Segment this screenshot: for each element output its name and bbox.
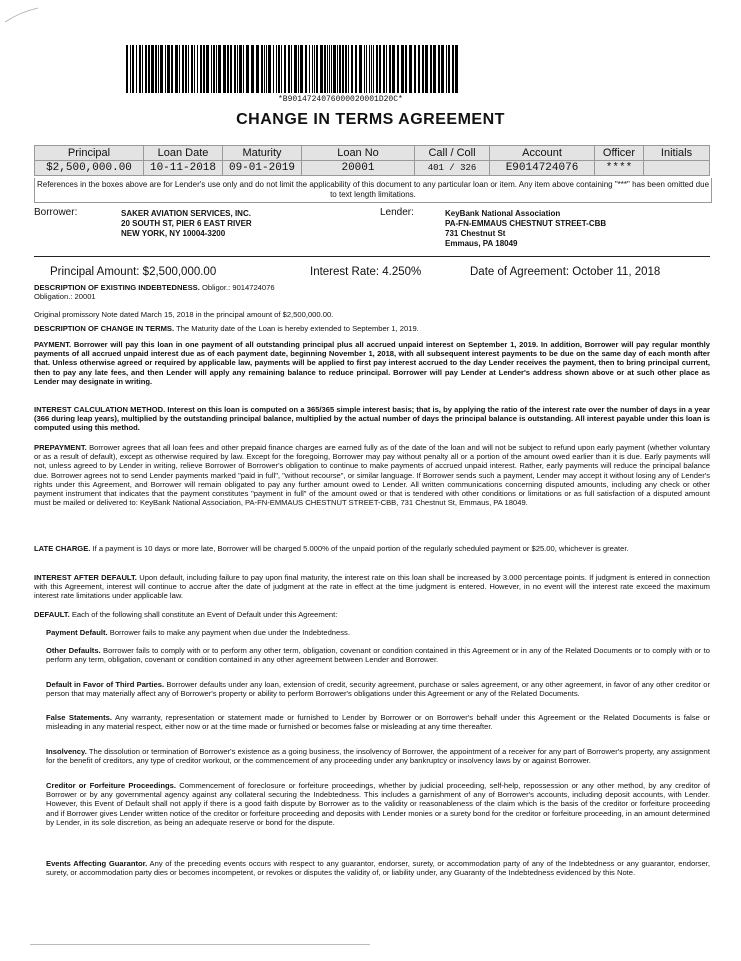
barcode-bar bbox=[392, 45, 395, 93]
corner-mark bbox=[0, 0, 60, 40]
header-initials: Initials bbox=[644, 146, 710, 161]
borrower-line: SAKER AVIATION SERVICES, INC. bbox=[121, 209, 251, 218]
barcode-bar bbox=[266, 45, 267, 93]
barcode-bar bbox=[278, 45, 280, 93]
default-section bbox=[34, 610, 710, 619]
lender-address bbox=[445, 209, 685, 249]
header-officer: Officer bbox=[595, 146, 644, 161]
barcode-bar bbox=[167, 45, 170, 93]
barcode-bar bbox=[251, 45, 254, 93]
barcode-bar bbox=[324, 45, 326, 93]
barcode-bar bbox=[243, 45, 244, 93]
barcode-bar bbox=[359, 45, 362, 93]
late-charge-section bbox=[34, 544, 710, 553]
default-body: The dissolution or termination of Borrower's existence as a going business, the insolvency of Borrower, the appointment of a receiver for any part of Borrower's property, any assignment for the benefit of creditors, any type of creditor workout, or the commencement of any proceeding under any bankruptcy or insolvency laws by or against Borrower. bbox=[46, 747, 710, 766]
barcode-bar bbox=[200, 45, 202, 93]
barcode-bar bbox=[261, 45, 263, 93]
barcode-bar bbox=[300, 45, 303, 93]
barcode-bar bbox=[355, 45, 357, 93]
interest-after-default-section bbox=[34, 573, 710, 601]
barcode-bar bbox=[433, 45, 436, 93]
barcode-bar bbox=[158, 45, 159, 93]
barcode-bar bbox=[414, 45, 416, 93]
interest-calculation-section bbox=[34, 405, 710, 433]
borrower-address bbox=[121, 209, 341, 239]
barcode-bar bbox=[418, 45, 420, 93]
barcode-bar bbox=[327, 45, 328, 93]
loan-terms-value-row bbox=[35, 161, 710, 176]
value-loan-date: 10-11-2018 bbox=[144, 161, 223, 176]
barcode-bar bbox=[239, 45, 242, 93]
barcode-bar bbox=[401, 45, 404, 93]
default-body: Borrower defaults under any loan, extension of credit, security agreement, purchase or sales agreement, or any other agreement, in favor of any other creditor or person that may materially affect any of Borrower's property or ability to perform Borrower's obligations under this Agreement or any of the Related Documents. bbox=[46, 680, 710, 699]
barcode-bar bbox=[364, 45, 365, 93]
barcode bbox=[126, 45, 461, 93]
barcode-bar bbox=[438, 45, 440, 93]
barcode-bar bbox=[425, 45, 428, 93]
obligation-line: Obligation.: 20001 bbox=[34, 292, 96, 302]
loan-terms-header-row bbox=[35, 146, 710, 161]
value-initials bbox=[644, 161, 710, 176]
barcode-bar bbox=[151, 45, 154, 93]
barcode-bar bbox=[218, 45, 221, 93]
barcode-bar bbox=[379, 45, 381, 93]
lender-line: PA-FN-EMMAUS CHESTNUT STREET-CBB bbox=[445, 219, 607, 228]
section-heading: INTEREST AFTER DEFAULT. bbox=[34, 573, 137, 582]
original-note: Original promissory Note dated March 15, 2018 in the principal amount of $2,500,000.00. bbox=[34, 310, 334, 319]
barcode-bar bbox=[316, 45, 318, 93]
barcode-bar bbox=[264, 45, 265, 93]
barcode-bar bbox=[298, 45, 299, 93]
section-body: If a payment is 10 days or more late, Borrower will be charged 5.000% of the unpaid portion of the regularly scheduled payment or $25.00, whichever is greater. bbox=[92, 544, 629, 553]
divider bbox=[34, 256, 710, 257]
value-loan-no: 20001 bbox=[302, 161, 415, 176]
value-principal: $2,500,000.00 bbox=[35, 161, 144, 176]
footer-rule bbox=[30, 944, 370, 945]
barcode-bar bbox=[373, 45, 374, 93]
section-body: Borrower agrees that all loan fees and other prepaid finance charges are earned fully as of the date of the loan and will not be subject to refund upon early payment (whether voluntary or as a result of default), except as otherwise required by law. Except for the foregoing, Borrower may pay without penalty all or a portion of the amount owed earlier than it is due. Early payments will not, unless agreed to by Lender in writing, relieve Borrower of Borrower's obligation to continue to make payments of accrued unpaid interest. Rather, early payments will reduce the principal balance due. Borrower agrees not to send Lender payments marked "paid in full", "without recourse", or similar language. If Borrower sends such a payment, Lender may accept it without losing any of Lender's rights under this Agreement, and Borrower will remain obligated to pay any further amount owed to Lender. All written communications concerning disputed amounts, including any check or other payment instrument that indicates that the payment constitutes "payment in full" of the amount owed or that is tendered with other conditions or limitations or as full satisfaction of a disputed amount must be mailed or delivered to: KeyBank National Association, PA-FN-EMMAUS CHESTNUT STREET-CBB, 731 Chestnut St, Emmaus, PA 18049. bbox=[34, 443, 710, 508]
barcode-bar bbox=[203, 45, 205, 93]
barcode-bar bbox=[331, 45, 332, 93]
default-item bbox=[46, 747, 710, 765]
default-heading: Default in Favor of Third Parties. bbox=[46, 680, 165, 689]
barcode-bar bbox=[268, 45, 271, 93]
barcode-bar bbox=[294, 45, 297, 93]
barcode-bar bbox=[234, 45, 236, 93]
barcode-bar bbox=[409, 45, 412, 93]
barcode-bar bbox=[448, 45, 450, 93]
section-heading: PREPAYMENT. bbox=[34, 443, 87, 452]
section-heading: DEFAULT. bbox=[34, 610, 70, 619]
barcode-bar bbox=[305, 45, 307, 93]
value-officer: **** bbox=[595, 161, 644, 176]
default-body: Commencement of foreclosure or forfeiture proceedings, whether by judicial proceeding, self-help, repossession or any other method, by any creditor of Borrower or by any governmental agency against any collateral securing the Indebtedness. This includes a garnishment of any of Borrower's accounts, including deposit accounts, with Lender. However, this Event of Default shall not apply if there is a good faith dispute by Borrower as to the validity or reasonableness of the claim which is the basis of the creditor or forfeiture proceeding and if Borrower gives Lender written notice of the creditor or forfeiture proceeding and deposits with Lender monies or a surety bond for the creditor or forfeiture proceeding, in an amount determined by Lender, in its sole discretion, as being an adequate reserve or bond for the dispute. bbox=[46, 781, 710, 827]
header-loan-date: Loan Date bbox=[144, 146, 223, 161]
barcode-bar bbox=[291, 45, 292, 93]
barcode-bar bbox=[314, 45, 315, 93]
borrower-label: Borrower: bbox=[34, 207, 78, 218]
section-heading: LATE CHARGE. bbox=[34, 544, 91, 553]
barcode-bar bbox=[441, 45, 444, 93]
barcode-bar bbox=[213, 45, 215, 93]
default-heading: Insolvency. bbox=[46, 747, 87, 756]
barcode-bar bbox=[136, 45, 137, 93]
barcode-bar bbox=[256, 45, 259, 93]
default-item bbox=[46, 781, 710, 827]
obligor-line: Obligor.: 9014724076 bbox=[201, 283, 275, 292]
section-heading: INTEREST CALCULATION METHOD. bbox=[34, 405, 166, 414]
barcode-bar bbox=[230, 45, 232, 93]
lender-line: Emmaus, PA 18049 bbox=[445, 239, 518, 248]
barcode-bar bbox=[376, 45, 378, 93]
existing-indebtedness bbox=[34, 283, 710, 301]
barcode-bar bbox=[345, 45, 347, 93]
barcode-bar bbox=[430, 45, 432, 93]
value-maturity: 09-01-2019 bbox=[223, 161, 302, 176]
section-body: Upon default, including failure to pay upon final maturity, the interest rate on this loan shall be increased by 3.000 percentage points. If judgment is entered in connection with this Agreement, interest will continue to accrue after the date of judgment at the rate in effect at the time judgment is entered. However, in no event will the interest rate exceed the maximum interest rate limitations under applicable law. bbox=[34, 573, 710, 601]
default-item bbox=[46, 628, 710, 637]
barcode-bar bbox=[194, 45, 195, 93]
barcode-bar bbox=[371, 45, 372, 93]
change-in-terms bbox=[34, 324, 710, 333]
barcode-bar bbox=[139, 45, 141, 93]
lender-line: 731 Chestnut St bbox=[445, 229, 506, 238]
barcode-bar bbox=[389, 45, 391, 93]
reference-note: References in the boxes above are for Lender's use only and do not limit the applicability of this document to any particular loan or item. Any item above containing "***" has been omitted due to text length limitations. bbox=[34, 178, 712, 203]
default-heading: Other Defaults. bbox=[46, 646, 101, 655]
header-account: Account bbox=[490, 146, 595, 161]
barcode-bar bbox=[309, 45, 310, 93]
barcode-text: *B9014724076000020001D20C* bbox=[278, 95, 403, 104]
barcode-bar bbox=[171, 45, 173, 93]
barcode-bar bbox=[337, 45, 338, 93]
barcode-bar bbox=[369, 45, 370, 93]
interest-rate: Interest Rate: 4.250% bbox=[310, 266, 422, 278]
lender-label: Lender: bbox=[380, 207, 414, 218]
default-heading: Payment Default. bbox=[46, 628, 108, 637]
barcode-bar bbox=[142, 45, 143, 93]
section-body: Interest on this loan is computed on a 365/365 simple interest basis; that is, by applying the ratio of the interest rate over the number of days in a year (366 during leap years), multiplied by the outstanding principal balance, multiplied by the actual number of days the principal balance is outstanding. All interest payable under this loan is computed using this method. bbox=[34, 405, 710, 433]
payment-section bbox=[34, 340, 710, 386]
barcode-bar bbox=[132, 45, 134, 93]
barcode-bar bbox=[383, 45, 385, 93]
default-heading: Creditor or Forfeiture Proceedings. bbox=[46, 781, 177, 790]
barcode-bar bbox=[422, 45, 424, 93]
barcode-bar bbox=[126, 45, 128, 93]
barcode-bar bbox=[145, 45, 147, 93]
barcode-bar bbox=[446, 45, 447, 93]
barcode-bar bbox=[281, 45, 282, 93]
barcode-bar bbox=[351, 45, 353, 93]
barcode-bar bbox=[312, 45, 313, 93]
value-account: E9014724076 bbox=[490, 161, 595, 176]
barcode-bar bbox=[227, 45, 229, 93]
barcode-bar bbox=[320, 45, 323, 93]
section-body: Borrower will pay this loan in one payment of all outstanding principal plus all accrued unpaid interest on September 1, 2019. In addition, Borrower will pay regular monthly payments of all accrued unpaid interest due as of each payment date, beginning November 1, 2018, with all subsequent interest payments to be due on the same day of each month after that. Unless otherwise agreed or required by applicable law, payments will be applied to first pay interest accrued to the day Lender receives the payment, then to bring principal current, then to pay any late fees, and then Lender will apply any remaining balance to reduce principal. Borrower will pay Lender at Lender's address shown above or at such other place as Lender may designate in writing. bbox=[34, 340, 710, 386]
header-principal: Principal bbox=[35, 146, 144, 161]
barcode-bar bbox=[179, 45, 180, 93]
barcode-bar bbox=[223, 45, 226, 93]
barcode-bar bbox=[342, 45, 344, 93]
default-item bbox=[46, 680, 710, 698]
barcode-bar bbox=[339, 45, 341, 93]
barcode-bar bbox=[211, 45, 212, 93]
loan-terms-table bbox=[34, 145, 710, 176]
barcode-bar bbox=[366, 45, 367, 93]
section-heading: DESCRIPTION OF CHANGE IN TERMS. bbox=[34, 324, 175, 333]
barcode-bar bbox=[175, 45, 178, 93]
barcode-bar bbox=[130, 45, 131, 93]
document-title: CHANGE IN TERMS AGREEMENT bbox=[236, 111, 505, 128]
prepayment-section bbox=[34, 443, 710, 507]
default-item bbox=[46, 646, 710, 664]
default-item bbox=[46, 859, 710, 877]
default-body: Any of the preceding events occurs with respect to any guarantor, endorser, surety, or accommodation party of any of the Indebtedness or any guarantor, endorser, surety, or accommodation party dies or becomes incompetent, or revokes or disputes the validity of, or liability under, any Guaranty of the Indebtedness evidenced by this Note. bbox=[46, 859, 710, 878]
section-body: Each of the following shall constitute an Event of Default under this Agreement: bbox=[71, 610, 338, 619]
barcode-bar bbox=[273, 45, 274, 93]
barcode-bar bbox=[237, 45, 238, 93]
barcode-bar bbox=[165, 45, 166, 93]
barcode-bar bbox=[148, 45, 150, 93]
lender-line: KeyBank National Association bbox=[445, 209, 561, 218]
header-loan-no: Loan No bbox=[302, 146, 415, 161]
default-body: Borrower fails to comply with or to perform any other term, obligation, covenant or condition contained in this Agreement or in any of the Related Documents or to comply with or to perform any term, obligation, covenant or condition contained in any other agreement between Lender and Borrower. bbox=[46, 646, 710, 665]
barcode-bar bbox=[197, 45, 198, 93]
section-heading: PAYMENT. bbox=[34, 340, 72, 349]
barcode-bar bbox=[188, 45, 189, 93]
default-body: Any warranty, representation or statement made or furnished to Lender by Borrower or on Borrower's behalf under this Agreement or the Related Documents is false or misleading in any material respect, either now or at the time made or furnished or becomes false or misleading at any time thereafter. bbox=[46, 713, 710, 732]
barcode-bar bbox=[216, 45, 217, 93]
barcode-bar bbox=[155, 45, 157, 93]
barcode-bar bbox=[276, 45, 277, 93]
header-call-coll: Call / Coll bbox=[415, 146, 490, 161]
barcode-bar bbox=[185, 45, 187, 93]
barcode-bar bbox=[452, 45, 454, 93]
header-maturity: Maturity bbox=[223, 146, 302, 161]
agreement-date: Date of Agreement: October 11, 2018 bbox=[470, 266, 661, 278]
barcode-bar bbox=[284, 45, 286, 93]
default-body: Borrower fails to make any payment when due under the Indebtedness. bbox=[109, 628, 350, 637]
barcode-bar bbox=[191, 45, 193, 93]
barcode-bar bbox=[182, 45, 184, 93]
default-heading: False Statements. bbox=[46, 713, 112, 722]
barcode-bar bbox=[160, 45, 163, 93]
section-body: The Maturity date of the Loan is hereby extended to September 1, 2019. bbox=[176, 324, 419, 333]
barcode-bar bbox=[333, 45, 336, 93]
barcode-bar bbox=[348, 45, 349, 93]
default-item bbox=[46, 713, 710, 731]
borrower-line: 20 SOUTH ST, PIER 6 EAST RIVER bbox=[121, 219, 252, 228]
principal-amount: Principal Amount: $2,500,000.00 bbox=[50, 266, 217, 278]
barcode-bar bbox=[405, 45, 407, 93]
section-heading: DESCRIPTION OF EXISTING INDEBTEDNESS. bbox=[34, 283, 200, 292]
default-heading: Events Affecting Guarantor. bbox=[46, 859, 148, 868]
borrower-line: NEW YORK, NY 10004-3200 bbox=[121, 229, 226, 238]
barcode-bar bbox=[397, 45, 399, 93]
barcode-bar bbox=[288, 45, 290, 93]
barcode-bar bbox=[206, 45, 209, 93]
barcode-bar bbox=[386, 45, 387, 93]
barcode-bar bbox=[455, 45, 458, 93]
barcode-bar bbox=[246, 45, 249, 93]
value-call-coll: 401 / 326 bbox=[415, 161, 490, 176]
barcode-bar bbox=[329, 45, 330, 93]
